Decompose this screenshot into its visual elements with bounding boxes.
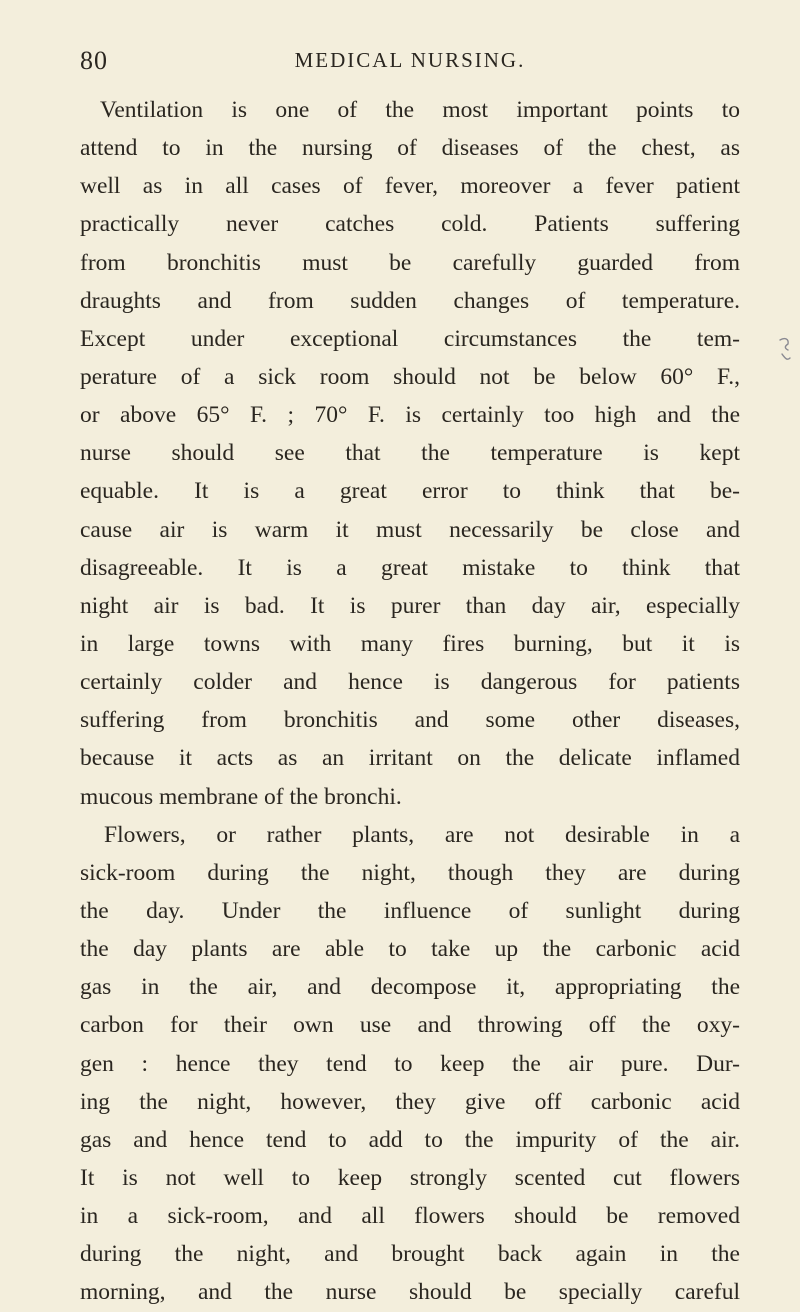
text-line: in large towns with many fires burning, but it is: [80, 630, 740, 657]
text-line: morning, and the nurse should be specially careful: [80, 1279, 740, 1306]
text-line: carbon for their own use and throwing off the oxy-: [80, 1012, 740, 1039]
running-title: MEDICAL NURSING.: [294, 48, 526, 72]
page-number: 80: [80, 46, 108, 75]
text-line: during the night, and brought back again in the: [80, 1241, 740, 1268]
margin-pencil-mark: [776, 336, 794, 366]
text-line: certainly colder and hence is dangerous for patients: [80, 669, 740, 696]
text-line: perature of a sick room should not be below 60° F.,: [80, 363, 740, 390]
text-line: gas and hence tend to add to the impurity of the air.: [80, 1126, 740, 1153]
text-line: Except under exceptional circumstances the tem-: [80, 325, 740, 352]
text-line: because it acts as an irritant on the delicate inflamed: [80, 745, 740, 772]
text-line: practically never catches cold. Patients suffering: [80, 211, 740, 238]
text-line: disagreeable. It is a great mistake to think that: [80, 554, 740, 581]
text-line: nurse should see that the temperature is kept: [80, 440, 740, 467]
text-line: from bronchitis must be carefully guarded from: [80, 249, 740, 276]
text-line: attend to in the nursing of diseases of the chest, as: [80, 135, 740, 162]
text-line: equable. It is a great error to think that be-: [80, 478, 740, 505]
text-line: sick-room during the night, though they are during: [80, 859, 740, 886]
text-line: night air is bad. It is purer than day air, especially: [80, 592, 740, 619]
text-line: ing the night, however, they give off carbonic acid: [80, 1088, 740, 1115]
text-line: cause air is warm it must necessarily be close and: [80, 516, 740, 543]
text-line: well as in all cases of fever, moreover a fever patient: [80, 173, 740, 200]
text-line: the day. Under the influence of sunlight during: [80, 897, 740, 924]
running-head: [80, 46, 740, 78]
body-text: [80, 91, 740, 1312]
text-line: gen : hence they tend to keep the air pure. Dur-: [80, 1050, 740, 1077]
text-line: mucous membrane of the bronchi.: [80, 783, 402, 810]
text-line: Flowers, or rather plants, are not desirable in a: [104, 821, 740, 848]
text-line: draughts and from sudden changes of temperature.: [80, 287, 740, 314]
text-line: It is not well to keep strongly scented cut flowers: [80, 1164, 740, 1191]
text-line: Ventilation is one of the most important points to: [100, 97, 740, 123]
text-line: in a sick-room, and all flowers should be removed: [80, 1203, 740, 1230]
text-line: or above 65° F. ; 70° F. is certainly too high and the: [80, 402, 740, 429]
text-line: suffering from bronchitis and some other diseases,: [80, 707, 740, 734]
text-line: gas in the air, and decompose it, appropriating the: [80, 974, 740, 1001]
text-line: the day plants are able to take up the carbonic acid: [80, 936, 740, 963]
